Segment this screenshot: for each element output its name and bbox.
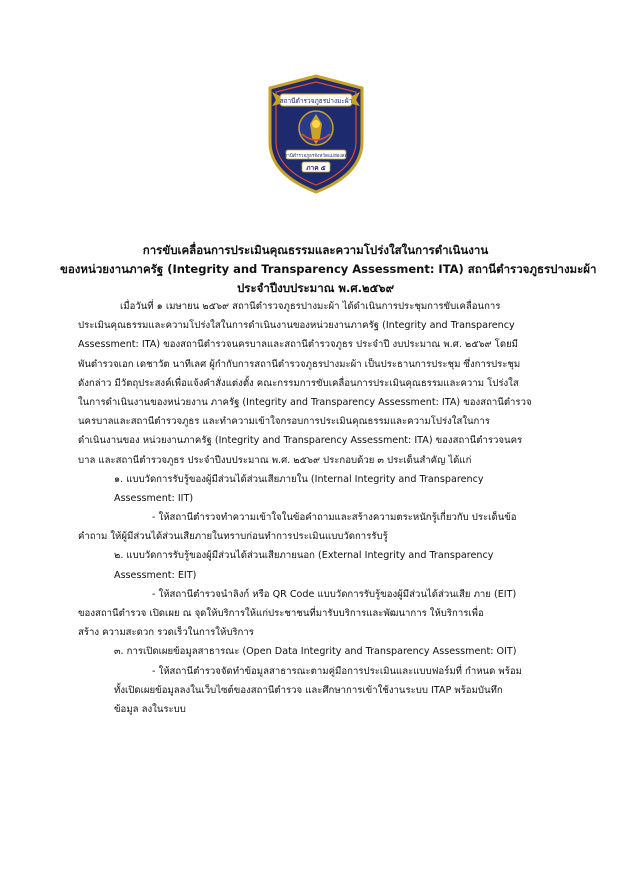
emblem-banner-text: สถานีตำรวจภูธรปางมะผ้า [279, 97, 353, 105]
emblem-region-text: ภาค ๕ [306, 164, 326, 172]
body-line: สร้าง ความสะดวก รวดเร็วในการให้บริการ [78, 627, 254, 639]
list-item-heading: ๑. แบบวัดการรับรู้ของผู้มีส่วนได้ส่วนเสียภายใน (Internal Integrity and Transparency [114, 473, 484, 485]
body-line: ข้อมูล ลงในระบบ [114, 703, 186, 715]
body-line: เมื่อวันที่ ๑ เมษายน ๒๕๖๙ สถานีตำรวจภูธรปางมะผ้า ได้ดำเนินการประชุมการขับเคลื่อนการ [120, 301, 501, 312]
title-line-2: ของหน่วยงานภาครัฐ (Integrity and Transparency Assessment: ITA) สถานีตำรวจภูธรปางมะผ้า [60, 262, 597, 276]
body-text [78, 297, 558, 719]
list-item-detail: - ให้สถานีตำรวจนำลิงก์ หรือ QR Code แบบวัดการรับรู้ของผู้มีส่วนได้ส่วนเสีย ภาย (EIT) [152, 588, 517, 600]
body-line: บาล และสถานีตำรวจภูธร ประจำปีงบประมาณ พ.ศ. ๒๕๖๙ ประกอบด้วย ๓ ประเด็นสำคัญ ได้แก่ [78, 454, 472, 466]
title-line-3: ประจำปีงบประมาณ พ.ศ.๒๕๖๙ [236, 281, 395, 295]
body-line: นครบาลและสถานีตำรวจภูธร และทำความเข้าใจกรอบการประเมินคุณธรรมและความโปร่งใสในการ [78, 416, 490, 428]
body-line: ประเมินคุณธรรมและความโปร่งใสในการดำเนินงานของหน่วยงานภาครัฐ (Integrity and Transparency [78, 320, 515, 332]
body-line: ดำเนินงานของ หน่วยงานภาครัฐ (Integrity and Transparency Assessment: ITA) ของสถานีตำรวจนคร [78, 435, 523, 447]
body-line: ดังกล่าว มีวัตถุประสงค์เพื่อแจ้งคำสั่งแต่งตั้ง คณะกรรมการขับเคลื่อนการประเมินคุณธรรมและความ โปร่งใส [78, 377, 519, 389]
police-station-emblem [262, 72, 370, 196]
body-line: คำถาม ให้ผู้มีส่วนได้ส่วนเสียภายในทราบก่อนทำการประเมินแบบวัดการรับรู้ [78, 531, 388, 543]
body-line: พันตำรวจเอก เดชาวัต นาทีเลศ ผู้กำกับการสถานีตำรวจภูธรปางมะผ้า เป็นประธานการประชุม ซึ่งการประชุม [78, 358, 521, 370]
emblem-lower-text: สถานีตำรวจภูธรจังหวัดแม่ฮ่องสอน [281, 154, 351, 159]
list-item-detail: - ให้สถานีตำรวจจัดทำข้อมูลสาธารณะตามคู่มือการประเมินและแบบฟอร์มที่ กำหนด พร้อม [152, 665, 522, 677]
list-item-heading: ๓. การเปิดเผยข้อมูลสาธารณะ (Open Data Integrity and Transparency Assessment: OIT) [114, 646, 517, 658]
body-line: Assessment: EIT) [114, 569, 197, 581]
list-item-heading: ๒. แบบวัดการรับรู้ของผู้มีส่วนได้ส่วนเสียภายนอก (External Integrity and Transparency [114, 550, 494, 562]
body-line: ของสถานีตำรวจ เปิดเผย ณ จุดให้บริการให้แก่ประชาชนที่มารับบริการและพัฒนาการ ให้บริการเพื่อ [78, 608, 484, 619]
body-line: Assessment: IIT) [114, 492, 194, 504]
body-line: ในการดำเนินงานของหน่วยงาน ภาครัฐ (Integrity and Transparency Assessment: ITA) ของสถานีตำรวจ [78, 396, 532, 408]
body-line: Assessment: ITA) ของสถานีตำรวจนครบาลและสถานีตำรวจภูธร ประจำปี งบประมาณ พ.ศ. ๒๕๖๙ โดยมี [78, 339, 519, 351]
list-item-detail: - ให้สถานีตำรวจทำความเข้าใจในข้อคำถามและสร้างความตระหนักรู้เกี่ยวกับ ประเด็นข้อ [152, 512, 517, 524]
body-line: ทั้งเปิดเผยข้อมูลลงในเว็บไซต์ของสถานีตำรวจ และศึกษาการเข้าใช้งานระบบ ITAP พร้อมบันทึก [114, 684, 503, 696]
title-line-1: การขับเคลื่อนการประเมินคุณธรรมและความโปร่งใสในการดำเนินงาน [142, 243, 489, 257]
